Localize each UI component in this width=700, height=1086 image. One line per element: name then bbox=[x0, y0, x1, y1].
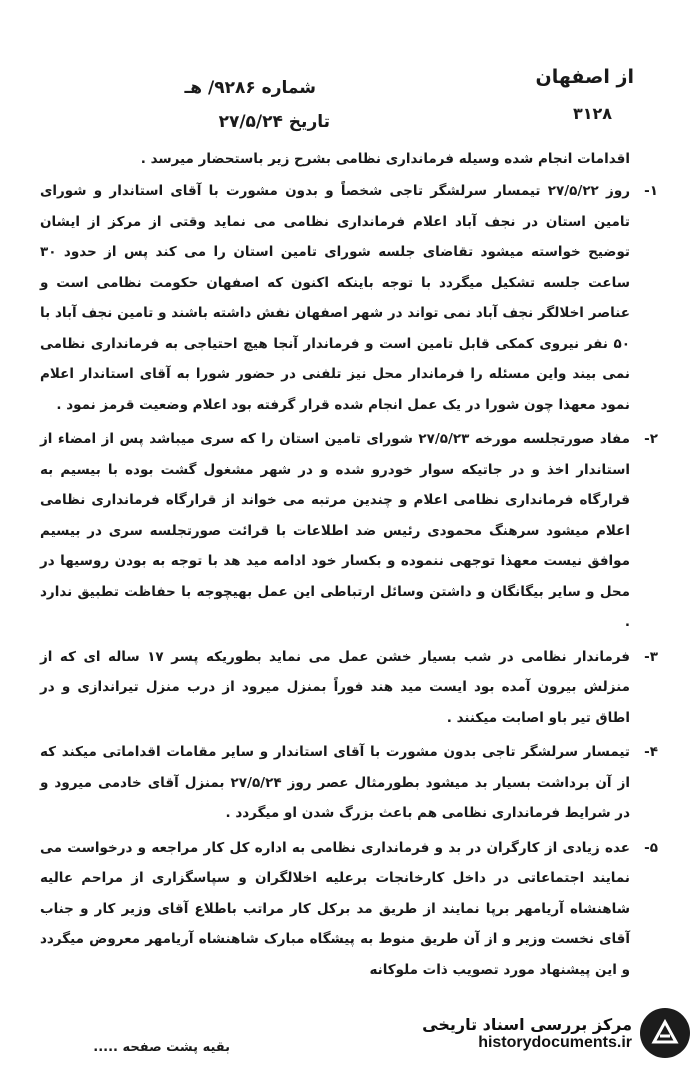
item-marker: ۴- bbox=[644, 744, 658, 760]
item-marker: ۳- bbox=[644, 648, 658, 665]
item-marker: ۱- bbox=[644, 183, 658, 199]
list-item bbox=[40, 176, 658, 420]
watermark-site: historydocuments.ir bbox=[478, 1033, 632, 1051]
continued-note: بقیه پشت صفحه ..... bbox=[93, 1040, 230, 1055]
item-text: عده زیادی از کارگران در بد و فرمانداری نظامی به اداره کل کار مراجعه و درخواست می نمایند اجتماعاتی در داخل کارخانجات برعلیه اخلالگران و سپاسگزاری از مراحم عالیه شاهنشاه آریامهر برپا نمایند از طریق مد برکل کار مراتب باطلاع آقای وزیر کار و جناب آقای نخست وزیر و از آن طریق منوط به پیشگاه مبارک شاهنشاه آریامهر معروض میگردد و این پیشنهاد مورد تصویب ذات ملوکانه bbox=[40, 839, 630, 978]
item-marker: ۵- bbox=[644, 839, 658, 856]
watermark-name: مرکز بررسی اسناد تاریخی bbox=[422, 1014, 632, 1034]
emblem-icon bbox=[640, 1008, 690, 1058]
document-number: شماره ۹۲۸۶/ هـ bbox=[184, 78, 316, 98]
sender-location: از اصفهان bbox=[535, 66, 634, 88]
watermark-logo bbox=[422, 1008, 690, 1058]
intro-line: اقدامات انجام شده وسیله فرمانداری نظامی بشرح زیر باستحضار میرسد . bbox=[140, 151, 630, 167]
item-text: روز ۲۷/۵/۲۲ تیمسار سرلشگر تاجی شخصاً و بدون مشورت با آقای استاندار و شورای تامین استان در نجف آباد اعلام فرمانداری نظامی می نماید وقتی از مرکز از ایشان توضیح خواسته میشود تقاضای جلسه شورای تامین استان را می کند پس از حدود ۳۰ ساعت جلسه تشکیل میگردد با توجه باینکه اکنون که اصفهان حکومت نظامی است و عناصر اخلالگر نجف آباد نمی تواند در شهر اصفهان نفش داشته باشند و تامین نجف آباد با ۵۰ نفر نیروی کمکی قابل تامین است و فرماندار آنجا هیچ احتیاجی به فرمانداری نظامی نمی بیند واین مسئله را فرماندار محل نیز تلفنی در حضور شورا به آقای استاندار اعلام نمود معهذا چون شورا در یک عمل انجام شده قرار گرفته بود اعلام وضعیت قرمز نمود . bbox=[40, 183, 630, 413]
list-item bbox=[40, 833, 658, 986]
document-date: تاریخ ۲۷/۵/۲۴ bbox=[218, 112, 330, 132]
list-item bbox=[40, 642, 658, 734]
list-item bbox=[40, 737, 658, 829]
item-text: مفاد صورتجلسه مورخه ۲۷/۵/۲۳ شورای تامین استان را که سری میباشد پس از امضاء از استاندار اخذ و در جاتیکه سوار خودرو شده و در شهر مشغول گشت بوده با بیسیم به قرارگاه فرمانداری نظامی اعلام و چندین مرتبه می خواند از قرارگاه فرمانداری نظامی اعلام میشود سرهنگ محمودی رئیس ضد اطلاعات با قرائت صورتجلسه سری در بیسیم موافق نیست معهذا توجهی ننموده و بکسار خود ادامه مید هد با توجه به بودن روسیها در محل و سایر بیگانگان و داشتن وسائل ارتباطی این عمل بهیچوجه با حفاظت تطبیق ندارد . bbox=[40, 431, 630, 630]
item-text: فرماندار نظامی در شب بسیار خشن عمل می نماید بطوریکه پسر ۱۷ ساله ای که از منزلش بیرون آمده بود ایست مید هند فوراً بمنزل میرود از درب منزل تیراندازی و در اطاق تیر باو اصابت میکنند . bbox=[40, 648, 630, 726]
list-item bbox=[40, 424, 658, 638]
item-marker: ۲- bbox=[644, 431, 658, 447]
item-text: تیمسار سرلشگر تاجی بدون مشورت با آقای استاندار و سایر مقامات اقداماتی میکند که از آن برداشت بسیار بد میشود بطورمثال عصر روز ۲۷/۵/۲۴ بمنزل آقای خادمی میرود و در شرایط فرمانداری نظامی هم باعث بزرگ شدن او میگردد . bbox=[40, 744, 630, 821]
numbered-items bbox=[40, 176, 658, 989]
reference-code: ۳۱۲۸ bbox=[572, 104, 612, 123]
